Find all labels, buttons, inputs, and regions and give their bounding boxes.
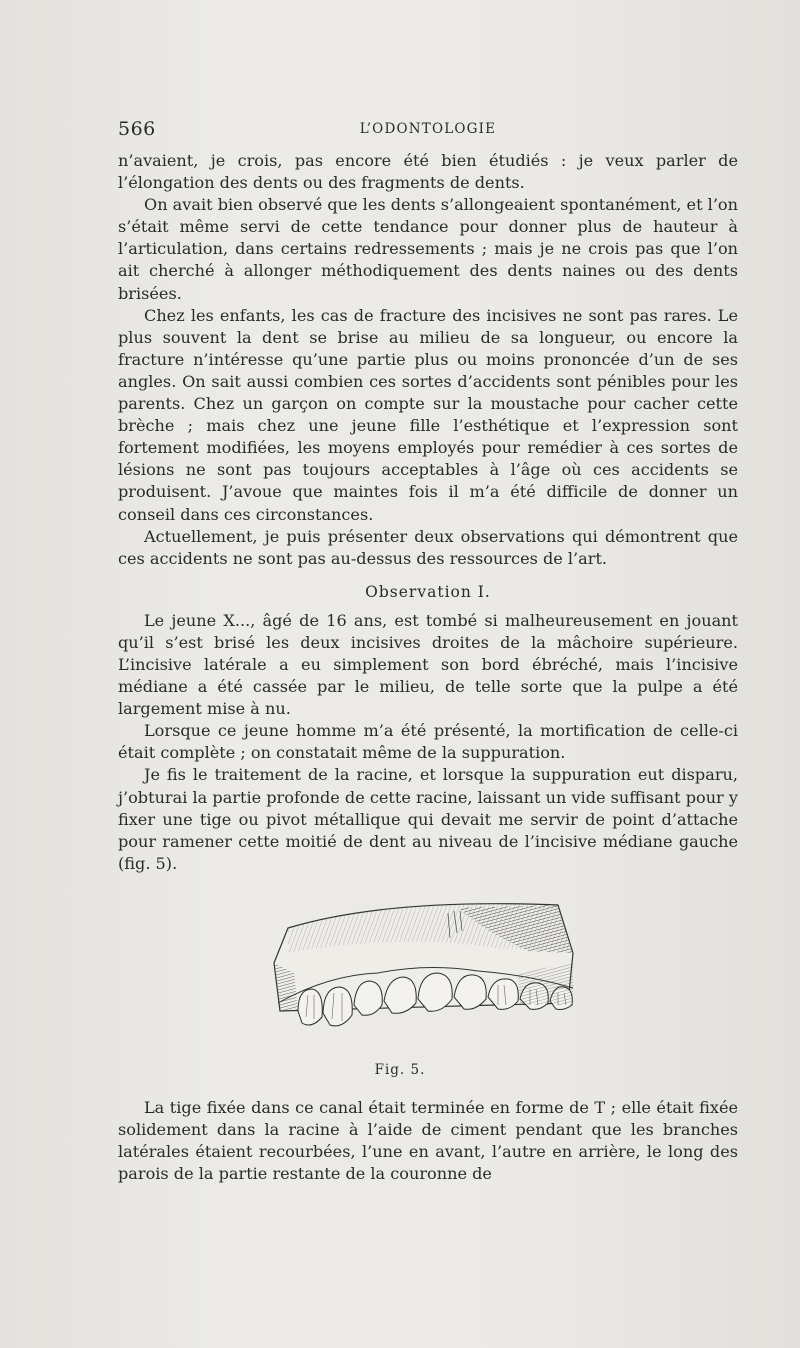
dental-model-illustration (268, 893, 584, 1053)
paragraph: Chez les enfants, les cas de fracture des incisives ne sont pas rares. Le plus souvent la dent se brise au milieu de sa longueur, ou encore la fracture n’intéresse qu’une partie plus ou moins prononcée d’un de ses angles. On sait aussi combien ces sortes d’accidents sont pénibles pour les parents. Chez un garçon on compte sur la moustache pour cacher cette brèche ; mais chez une jeune fille l’esthétique et l’expression sont fortement modifiées, les moyens employés pour remédier à ces sortes de lésions ne sont pas toujours acceptables à l’âge où ces accidents se produisent. J’avoue que maintes fois il m’a été difficile de donner un conseil dans ces circonstances. (118, 305, 738, 524)
running-title: L’ODONTOLOGIE (359, 121, 497, 137)
body-text (118, 150, 738, 875)
paragraph: Lorsque ce jeune homme m’a été présenté, la mortification de celle-ci était complète ; on constatait même de la suppuration. (118, 721, 738, 763)
paragraph: Je fis le traitement de la racine, et lorsque la suppuration eut disparu, j’obturai la partie profonde de cette racine, laissant un vide suffisant pour y fixer une tige ou pivot métallique qui devait me servir de point d’attache pour ramener cette moitié de dent au niveau de l’incisive médiane gauche (fig. 5). (118, 765, 738, 873)
page-header (118, 118, 738, 144)
paragraph: n’avaient, je crois, pas encore été bien étudiés : je veux parler de l’élongation des dents ou des fragments de dents. (118, 151, 738, 193)
paragraph: La tige fixée dans ce canal était terminée en forme de T ; elle était fixée solidement dans la racine à l’aide de ciment pendant que les branches latérales étaient recourbées, l’une en avant, l’autre en arrière, le long des parois de la partie restante de la couronne de (118, 1098, 738, 1184)
page-number: 566 (118, 118, 156, 140)
paragraph: Actuellement, je puis présenter deux observations qui démontrent que ces accidents ne sont pas au-dessus des ressources de l’art. (118, 526, 738, 568)
observation-heading: Observation I. (365, 582, 491, 601)
figure-caption: Fig. 5. (374, 1062, 426, 1078)
paragraph: On avait bien observé que les dents s’allongeaient spontanément, et l’on s’était même servi de cette tendance pour donner plus de hauteur à l’articulation, dans certains redressements ; mais je ne crois pas que l’on ait cherché à allonger méthodiquement des dents naines ou des dents brisées. (118, 195, 738, 303)
body-text-continued (118, 1097, 738, 1185)
paragraph: Le jeune X..., âgé de 16 ans, est tombé si malheureusement en jouant qu’il s’est brisé les deux incisives droites de la mâchoire supérieure. L’incisive latérale a eu simplement son bord ébréché, mais l’incisive médiane a été cassée par le milieu, de telle sorte que la pulpe a été largement mise à nu. (118, 610, 738, 719)
